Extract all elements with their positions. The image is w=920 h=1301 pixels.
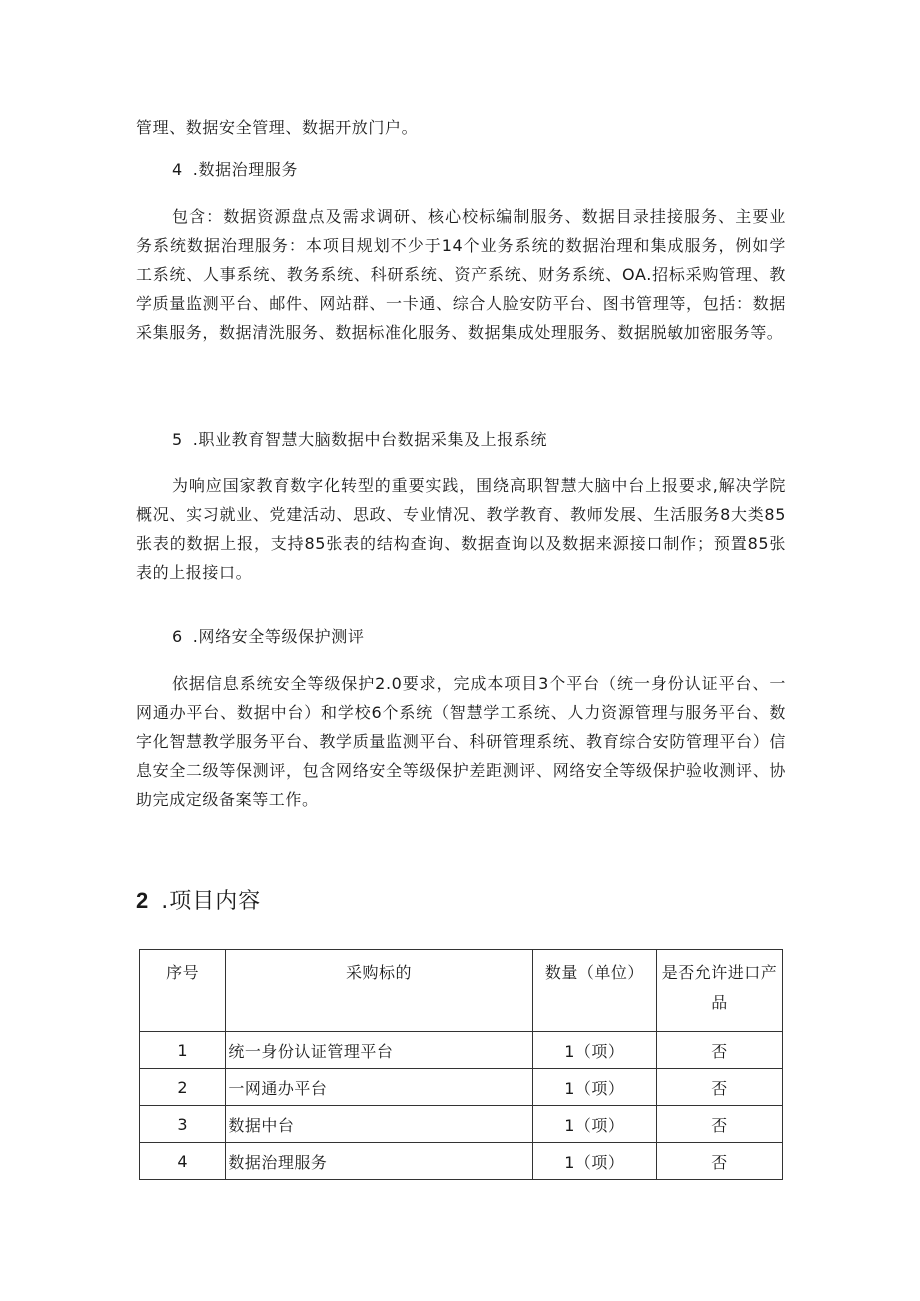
cell-imported: 否 [657, 1032, 783, 1069]
cell-imported: 否 [657, 1143, 783, 1180]
table-row [140, 1032, 783, 1069]
cell-qty: 1（项） [532, 1032, 656, 1069]
item-heading-6 [172, 622, 364, 651]
table-row [140, 1069, 783, 1106]
section-number: 2 [136, 888, 150, 913]
item-body-4: 包含：数据资源盘点及需求调研、核心校标编制服务、数据目录挂接服务、主要业务系统数据治理服务：本项目规划不少于14个业务系统的数据治理和集成服务，例如学工系统、人事系统、教务系统、科研系统、资产系统、财务系统、OA.招标采购管理、教学质量监测平台、邮件、网站群、一卡通、综合人脸安防平台、图书管理等，包括：数据采集服务，数据清洗服务、数据标准化服务、数据集成处理服务、数据脱敏加密服务等。 [136, 207, 786, 342]
item-heading-5 [172, 425, 547, 454]
section-title-text: .项目内容 [161, 889, 262, 914]
item-number: 6 [172, 627, 183, 646]
cell-qty: 1（项） [532, 1143, 656, 1180]
cell-name: 统一身份认证管理平台 [226, 1032, 532, 1069]
procurement-table [139, 949, 783, 1180]
table-row [140, 1143, 783, 1180]
header-imported: 是否允许进口产品 [657, 950, 783, 1032]
cell-qty: 1（项） [532, 1106, 656, 1143]
cell-name: 数据中台 [226, 1106, 532, 1143]
cell-imported: 否 [657, 1069, 783, 1106]
cell-name: 一网通办平台 [226, 1069, 532, 1106]
header-seq: 序号 [140, 950, 226, 1032]
cell-seq: 2 [140, 1069, 226, 1106]
cell-seq: 1 [140, 1032, 226, 1069]
item-heading-4 [172, 155, 298, 184]
item-body-5: 为响应国家教育数字化转型的重要实践，围绕高职智慧大脑中台上报要求,解决学院概况、实习就业、党建活动、思政、专业情况、教学教育、教师发展、生活服务8大类85张表的数据上报，支持85张表的结构查询、数据查询以及数据来源接口制作；预置85张表的上报接口。 [136, 476, 786, 582]
header-qty: 数量（单位） [532, 950, 656, 1032]
table-row [140, 1106, 783, 1143]
cell-name: 数据治理服务 [226, 1143, 532, 1180]
cell-imported: 否 [657, 1106, 783, 1143]
item-number: 5 [172, 430, 183, 449]
item-number: 4 [172, 160, 183, 179]
item-title: .数据治理服务 [192, 160, 299, 179]
section-title [136, 886, 261, 917]
item-title: .网络安全等级保护测评 [192, 627, 365, 646]
item-title: .职业教育智慧大脑数据中台数据采集及上报系统 [192, 430, 548, 449]
cell-qty: 1（项） [532, 1069, 656, 1106]
cell-seq: 4 [140, 1143, 226, 1180]
intro-fragment: 管理、数据安全管理、数据开放门户。 [136, 118, 419, 137]
item-body-6: 依据信息系统安全等级保护2.0要求，完成本项目3个平台（统一身份认证平台、一网通办平台、数据中台）和学校6个系统（智慧学工系统、人力资源管理与服务平台、数字化智慧教学服务平台、教学质量监测平台、科研管理系统、教育综合安防管理平台）信息安全二级等保测评，包含网络安全等级保护差距测评、网络安全等级保护验收测评、协助完成定级备案等工作。 [136, 674, 786, 809]
cell-seq: 3 [140, 1106, 226, 1143]
header-name: 采购标的 [226, 950, 532, 1032]
table-header-row [140, 950, 783, 1032]
